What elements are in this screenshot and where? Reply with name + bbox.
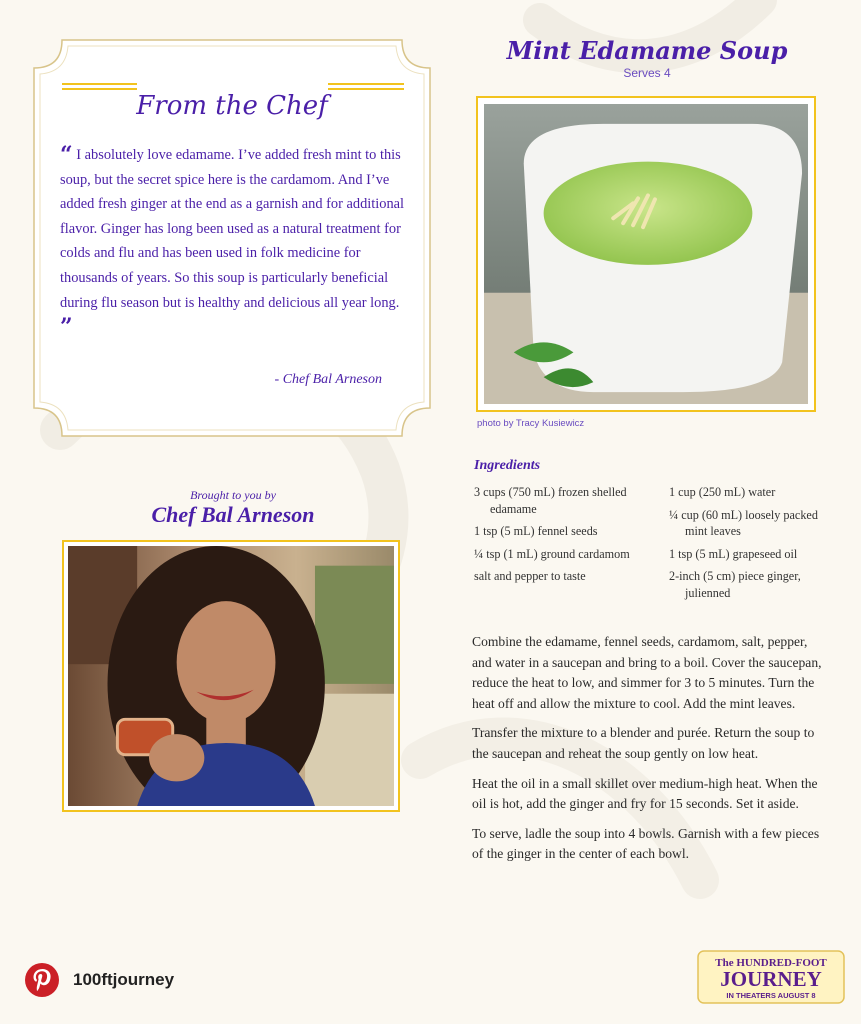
brought-to-you-label: Brought to you by <box>190 488 276 502</box>
ingredient-item: ¼ cup (60 mL) loosely packed mint leaves <box>669 507 818 538</box>
chef-quote-text <box>60 143 412 340</box>
direction-step: Heat the oil in a small skillet over medium-high heat. When the oil is hot, add the ginger and fry for 15 seconds. Set it aside. <box>472 775 818 812</box>
photo-credit: photo by Tracy Kusiewicz <box>477 418 585 429</box>
open-quote-mark: “ <box>60 142 73 168</box>
ingredient-item: 1 tsp (5 mL) grapeseed oil <box>669 546 798 561</box>
logo-line-3: IN THEATERS AUGUST 8 <box>726 991 816 1000</box>
pinterest-handle[interactable]: 100ftjourney <box>73 970 175 989</box>
chef-name: Chef Bal Arneson <box>151 502 315 527</box>
quote-body: I absolutely love edamame. I’ve added fresh mint to this soup, but the secret spice here is the cardamom. And I’ve added fresh ginger at the end as a garnish and for additional flavor. Ginger has long been used as a natural treatment for colds and flu and has been used in folk medicine for thousands of years. So this soup is particularly beneficial during flu season but is healthy and delicious all year long. <box>60 147 405 311</box>
soup-photo <box>476 96 816 412</box>
ingredient-item: ¼ tsp (1 mL) ground cardamom <box>474 546 630 561</box>
logo-line-1: The HUNDRED-FOOT <box>715 957 827 969</box>
ingredients-right-column <box>669 484 841 607</box>
logo-line-2: JOURNEY <box>720 967 822 991</box>
direction-step: Transfer the mixture to a blender and purée. Return the soup to the saucepan and reheat the soup gently on low heat. <box>472 725 815 761</box>
close-quote-mark: ” <box>60 314 73 341</box>
ingredient-item: 3 cups (750 mL) frozen shelled edamame <box>474 485 627 516</box>
ingredients-heading: Ingredients <box>474 458 541 473</box>
movie-logo <box>697 950 845 1004</box>
ingredient-item: salt and pepper to taste <box>474 569 586 583</box>
chef-quote-card <box>32 38 432 438</box>
recipe-title: Mint Edamame Soup <box>506 36 788 65</box>
soup-bowl-image <box>484 104 808 404</box>
pinterest-icon[interactable] <box>24 962 60 998</box>
ingredient-item: 1 cup (250 mL) water <box>669 485 776 499</box>
chef-photo <box>62 540 400 812</box>
chef-portrait-image <box>68 546 394 806</box>
ingredient-item: 1 tsp (5 mL) fennel seeds <box>474 524 598 538</box>
ingredients-left-column <box>474 484 654 591</box>
chef-section-heading: From the Chef <box>136 91 328 121</box>
serves-label: Serves 4 <box>623 66 671 80</box>
direction-step: Combine the edamame, fennel seeds, cardamom, salt, pepper, and water in a saucepan and bring to a boil. Cover the saucepan, reduce the heat to low, and simmer for 3 to 5 minutes. Turn the heat off and allow the mixture to cool. Add the mint leaves. <box>472 634 822 711</box>
ingredient-item: 2-inch (5 cm) piece ginger, julienned <box>669 569 801 600</box>
direction-step: To serve, ladle the soup into 4 bowls. Garnish with a few pieces of the ginger in the center of each bowl. <box>472 825 820 862</box>
recipe-directions <box>472 632 828 874</box>
chef-signature: - Chef Bal Arneson <box>274 372 382 387</box>
